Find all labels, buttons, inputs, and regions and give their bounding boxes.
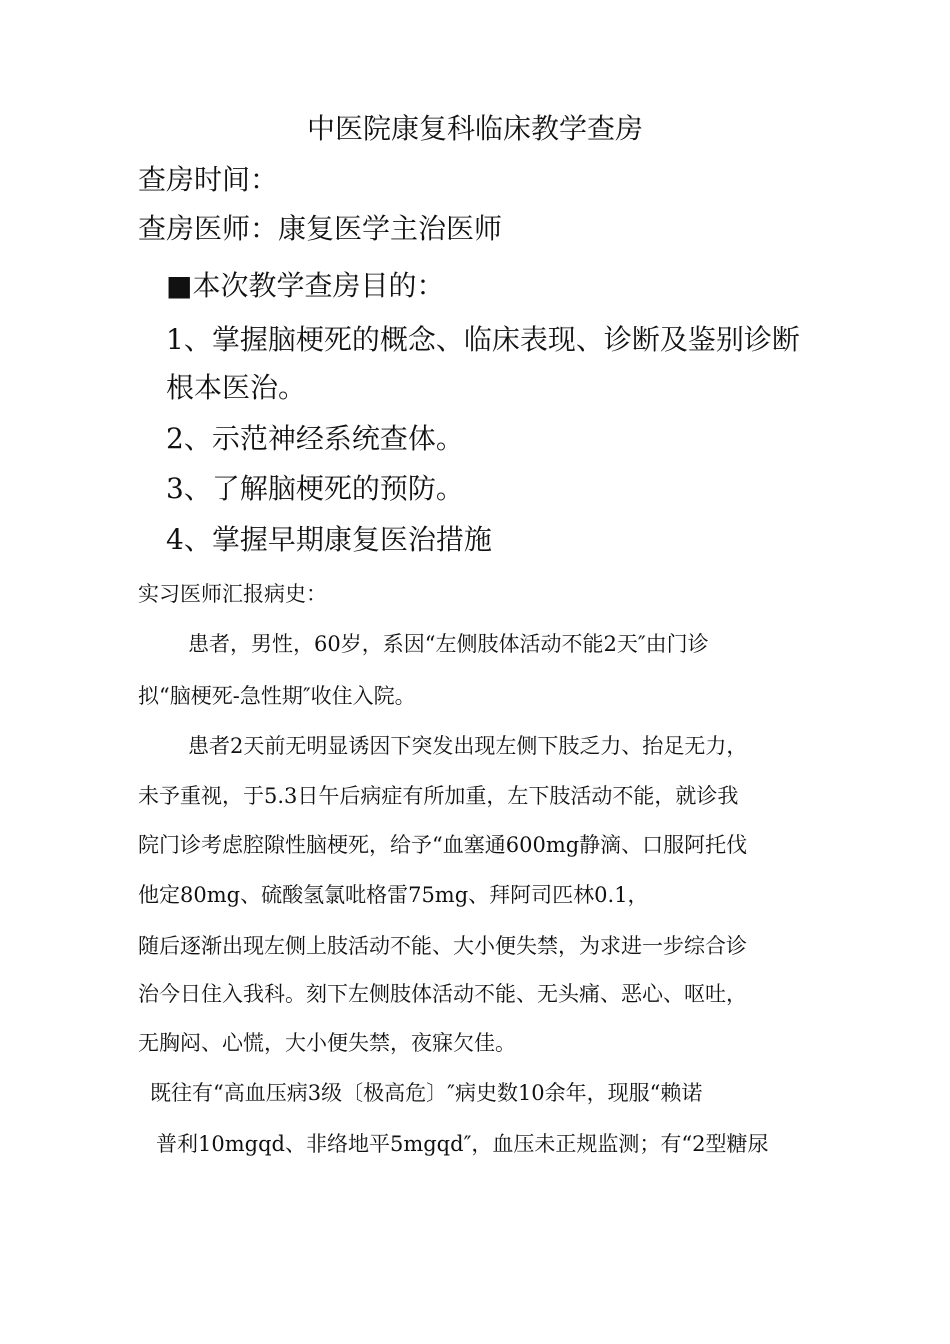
goal-1-continuation: 根本医治。 bbox=[166, 371, 307, 404]
paragraph-2-line-1: 患者2天前无明显诱因下突发出现左侧下肢乏力、抬足无力， bbox=[188, 734, 748, 758]
goal-3: 3、了解脑梗死的预防。 bbox=[166, 472, 464, 505]
paragraph-3-line-2: 普利10mgqd、非络地平5mgqd″，血压未正规监测；有“2型糖尿 bbox=[156, 1132, 769, 1156]
goal-4: 4、掌握早期康复医治措施 bbox=[166, 523, 492, 556]
document-title: 中医院康复科临床教学查房 bbox=[306, 112, 643, 145]
goal-2: 2、示范神经系统查体。 bbox=[166, 422, 464, 455]
paragraph-2-line-6: 治今日住入我科。刻下左侧肢体活动不能、无头痛、恶心、呕吐， bbox=[138, 982, 747, 1006]
ward-time-label: 查房时间： bbox=[138, 163, 279, 196]
paragraph-2-line-7: 无胸闷、心慌，大小便失禁，夜寐欠佳。 bbox=[138, 1031, 516, 1055]
paragraph-1-line-2: 拟“脑梗死-急性期″收住入院。 bbox=[138, 684, 416, 708]
paragraph-1-line-1: 患者，男性，60岁，系因“左侧肢体活动不能2天″由门诊 bbox=[188, 632, 709, 656]
ward-doctor-line: 查房医师：康复医学主治医师 bbox=[138, 212, 503, 245]
goal-1: 1、掌握脑梗死的概念、临床表现、诊断及鉴别诊断 bbox=[166, 323, 800, 356]
paragraph-2-line-3: 院门诊考虑腔隙性脑梗死，给予“血塞通600mg静滴、口服阿托伐 bbox=[138, 833, 748, 857]
paragraph-2-line-5: 随后逐渐出现左侧上肢活动不能、大小便失禁，为求进一步综合诊 bbox=[138, 934, 747, 958]
paragraph-3-line-1: 既往有“高血压病3级〔极高危〕″病史数10余年，现服“赖诺 bbox=[150, 1081, 703, 1105]
history-heading: 实习医师汇报病史： bbox=[138, 582, 327, 606]
purpose-heading: ■本次教学查房目的： bbox=[166, 269, 445, 302]
paragraph-2-line-4: 他定80mg、硫酸氢氯吡格雷75mg、拜阿司匹林0.1， bbox=[138, 883, 649, 907]
paragraph-2-line-2: 未予重视，于5.3日午后病症有所加重，左下肢活动不能，就诊我 bbox=[138, 784, 739, 808]
